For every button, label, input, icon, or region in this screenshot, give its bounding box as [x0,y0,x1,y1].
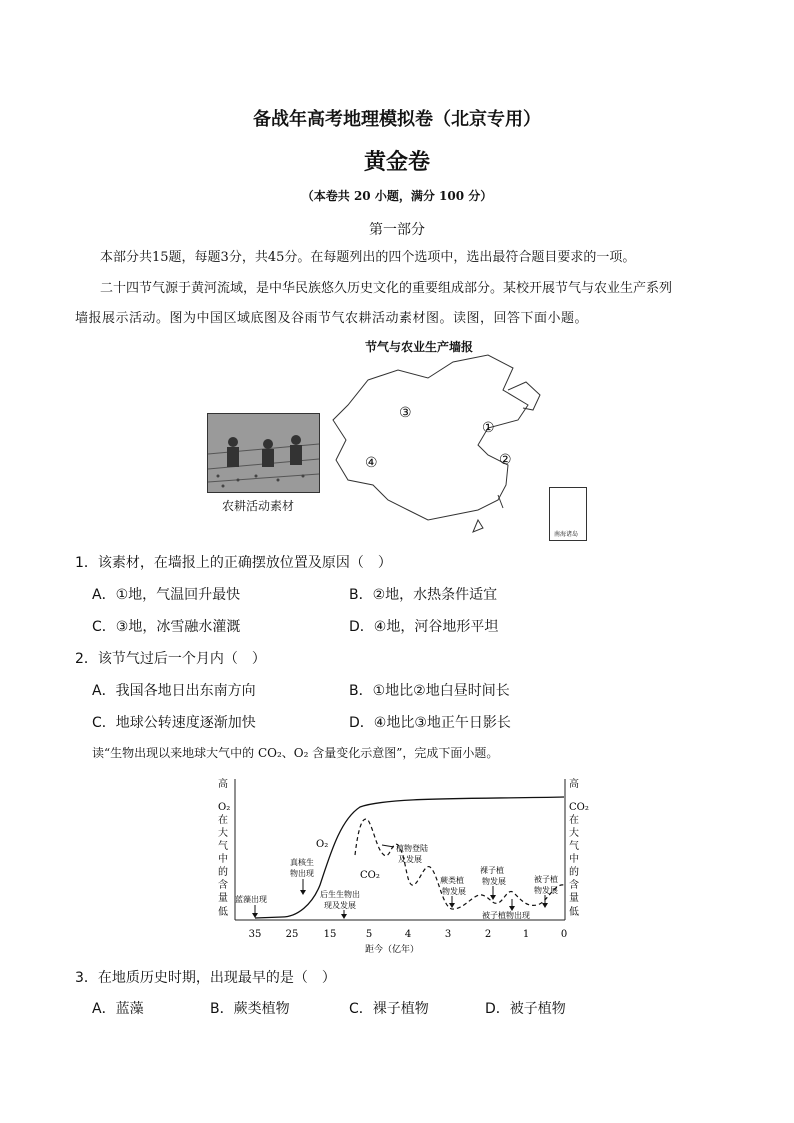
annotation-angiosperm-appear: 被子植物出现 [482,911,530,920]
figure1-title: 节气与农业生产墙报 [365,340,474,354]
q2-option-a[interactable]: A．我国各地日出东南方向 [92,683,256,699]
q2-option-d[interactable]: D．④地比③地正午日影长 [349,715,511,731]
exam-title: 备战年高考地理模拟卷（北京专用） [253,109,541,130]
q3-option-c[interactable]: C．裸子植物 [349,1001,429,1017]
q3-option-b[interactable]: B．蕨类植物 [210,1001,290,1017]
exam-subtitle: 黄金卷 [363,150,430,175]
chart-annotations [235,843,558,920]
passage2-text: 读“生物出现以来地球大气中的 CO₂、O₂ 含量变化示意图”，完成下面小题。 [92,746,499,760]
annotation-land-plants: 植物登陆及发展 [396,844,428,864]
annotation-eukaryote: 真核生物出现 [290,858,314,878]
exam-note: （本卷共 20 小题，满分 100 分） [301,189,493,203]
annotation-angiosperm-develop: 被子植物发展 [534,875,558,895]
x-tick-2: 2 [484,929,492,940]
intro-text: 本部分共15题，每题3分，共45分。在每题列出的四个选项中，选出最符合题目要求的一项。 [100,250,636,265]
right-axis-label: CO₂ 在大气中的含量 [569,802,589,904]
left-axis-label: O₂ 在大气中的含量 [218,802,231,904]
x-tick-0: 0 [560,929,568,940]
left-axis-top: 高 [218,779,228,790]
annotation-metazoa: 后生生物出现及发展 [320,890,360,910]
annotation-gymnosperms: 裸子植物发展 [480,866,506,886]
x-tick-1: 1 [522,929,530,940]
series-co2-label: CO₂ [360,870,380,881]
annotation-cyanobacteria: 蓝藻出现 [235,895,267,904]
part-heading: 第一部分 [369,222,425,238]
q2-option-c[interactable]: C．地球公转速度逐渐加快 [92,715,256,731]
q1-option-d[interactable]: D．④地，河谷地形平坦 [349,619,499,635]
left-axis-bottom: 低 [218,907,228,918]
q3-stem: 3．在地质历史时期，出现最早的是（ ） [75,970,336,986]
photo-caption: 农耕活动素材 [222,499,295,513]
x-tick-35: 35 [248,929,262,940]
atmosphere-chart [212,775,592,955]
x-tick-3: 3 [444,929,452,940]
q3-option-d[interactable]: D．被子植物 [485,1001,566,1017]
x-tick-25: 25 [285,929,299,940]
x-tick-4: 4 [404,929,412,940]
marker-3: ③ [399,405,412,421]
passage1-line1: 二十四节气源于黄河流域，是中华民族悠久历史文化的重要组成部分。某校开展节气与农业生产系列 [100,281,673,296]
q1-option-c[interactable]: C．③地，冰雪融水灌溉 [92,619,241,635]
q2-stem: 2．该节气过后一个月内（ ） [75,651,266,667]
marker-4: ④ [365,455,378,471]
farming-photo [207,413,320,493]
right-axis-top: 高 [569,779,579,790]
series-o2-label: O₂ [316,839,329,850]
right-axis-bottom: 低 [569,907,579,918]
marker-1: ① [482,420,495,436]
inset-label: 南海诸岛 [554,531,579,538]
q1-option-a[interactable]: A．①地，气温回升最快 [92,587,241,603]
x-tick-5: 5 [365,929,373,940]
q1-option-b[interactable]: B．②地，水热条件适宜 [349,587,498,603]
south-sea-inset [549,487,587,541]
q1-stem: 1．该素材，在墙报上的正确摆放位置及原因（ ） [75,555,392,571]
x-tick-15: 15 [323,929,337,940]
q3-option-a[interactable]: A．蓝藻 [92,1001,144,1017]
x-axis-label: 距今（亿年） [364,945,420,955]
q2-option-b[interactable]: B．①地比②地白昼时间长 [349,683,510,699]
passage1-line2: 墙报展示活动。图为中国区域底图及谷雨节气农耕活动素材图。读图，回答下面小题。 [75,311,589,326]
marker-2: ② [499,452,512,468]
annotation-ferns: 蕨类植物发展 [440,876,466,896]
